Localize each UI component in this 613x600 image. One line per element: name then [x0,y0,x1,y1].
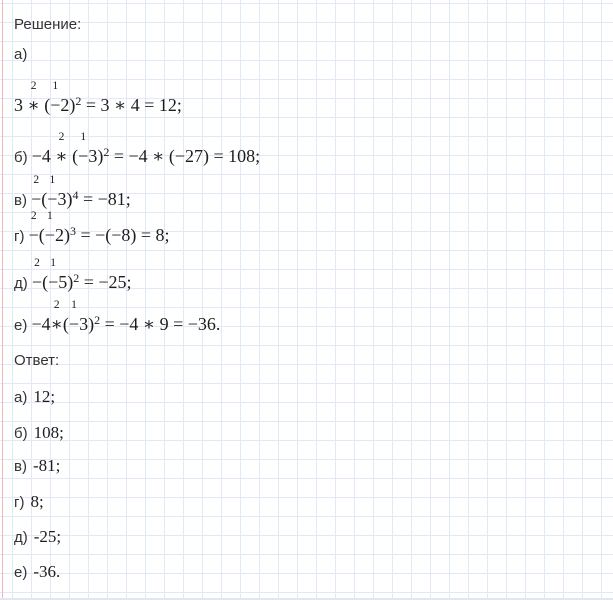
operator-glyph: − [78,146,89,166]
math-text: ( [41,189,48,209]
operator-glyph: − [50,95,61,115]
annotated-operator [78,131,89,168]
math-text: 3 [14,95,28,115]
math-line-label: д) [14,275,32,292]
solution-heading: Решение: [14,16,82,33]
answer-item-label: г) [14,494,25,511]
math-line-a [14,80,182,117]
annotated-operator [47,174,58,211]
annotated-operator [31,257,43,294]
math-line-label: е) [14,317,32,334]
math-line-label: г) [14,228,29,245]
math-text: 2) [60,95,76,115]
order-annotation: 2 [30,80,37,92]
order-annotation: 1 [49,174,56,186]
annotated-operator [48,257,59,294]
math-text: 2) [54,225,70,245]
answer-item-value: -36. [33,562,61,581]
order-annotation: 1 [80,131,87,143]
math-text: ( [42,272,49,292]
operator-glyph: − [44,225,55,245]
order-annotation: 2 [30,210,37,222]
math-text: = −25; [79,272,132,292]
operator-glyph: − [28,225,39,245]
order-annotation: 1 [71,299,77,311]
operator-glyph: − [68,314,80,334]
annotated-operator [55,131,68,168]
annotated-operator [68,299,80,336]
order-annotation: 1 [47,210,53,222]
answer-item-value: 12; [33,387,56,406]
answer-item-value: 108; [33,423,64,442]
answer-line [14,456,60,476]
annotated-operator [31,174,42,211]
annotated-operator [27,80,40,117]
part-a-label: а) [14,46,28,63]
math-line-e [14,299,221,336]
answer-item-label: в) [14,458,27,475]
answer-line [14,492,44,512]
exponent: 4 [72,188,79,202]
operator-glyph: − [48,272,59,292]
exponent: 2 [73,271,80,285]
order-annotation: 1 [52,80,59,92]
math-text: ( [38,225,45,245]
math-text: 3) [57,189,73,209]
operator-glyph: ∗ [50,314,63,334]
answer-item-value: -81; [32,456,61,475]
math-text: = 3 ∗ 4 = 12; [81,95,182,115]
math-text: ( [62,314,69,334]
math-line-label: в) [14,192,32,209]
exponent: 2 [103,145,110,159]
order-annotation: 2 [53,299,60,311]
answer-item-label: д) [14,529,28,546]
math-line-label: б) [14,149,32,166]
math-text: −4 [31,314,51,334]
math-line-g [14,210,170,247]
answer-item-value: -25; [33,527,62,546]
math-text: = −81; [78,189,131,209]
annotated-operator [44,210,55,247]
operator-glyph: ∗ [55,146,68,166]
answer-heading: Ответ: [14,352,60,369]
math-text: ( [67,146,79,166]
operator-glyph: − [47,189,58,209]
math-text: ( [39,95,51,115]
exponent: 2 [94,313,101,327]
exponent: 3 [69,224,76,238]
answer-item-label: а) [14,389,28,406]
annotated-operator [28,210,39,247]
math-line-b [14,131,261,168]
answer-line [14,527,61,547]
answer-item-label: е) [14,564,28,581]
order-annotation: 2 [34,257,40,269]
answer-item-value: 8; [30,492,44,511]
annotated-operator [50,299,63,336]
answer-line [14,387,55,407]
math-text: 3) [88,146,104,166]
math-text: 5) [58,272,74,292]
math-text: = −(−8) = 8; [75,225,170,245]
answer-item-label: б) [14,425,28,442]
math-line-v [14,174,131,211]
order-annotation: 2 [58,131,65,143]
math-line-d [14,257,132,294]
math-text: = −4 ∗ (−27) = 108; [109,146,261,166]
operator-glyph: − [31,189,42,209]
annotated-operator [50,80,61,117]
exponent: 2 [75,94,82,108]
answer-line [14,562,60,582]
order-annotation: 2 [33,174,40,186]
math-text: = −4 ∗ 9 = −36. [100,314,221,334]
answer-line [14,423,64,443]
math-text: −4 [31,146,56,166]
notebook-margin-line [2,0,3,600]
operator-glyph: ∗ [27,95,40,115]
order-annotation: 1 [50,257,57,269]
math-text: 3) [79,314,95,334]
operator-glyph: − [31,272,43,292]
